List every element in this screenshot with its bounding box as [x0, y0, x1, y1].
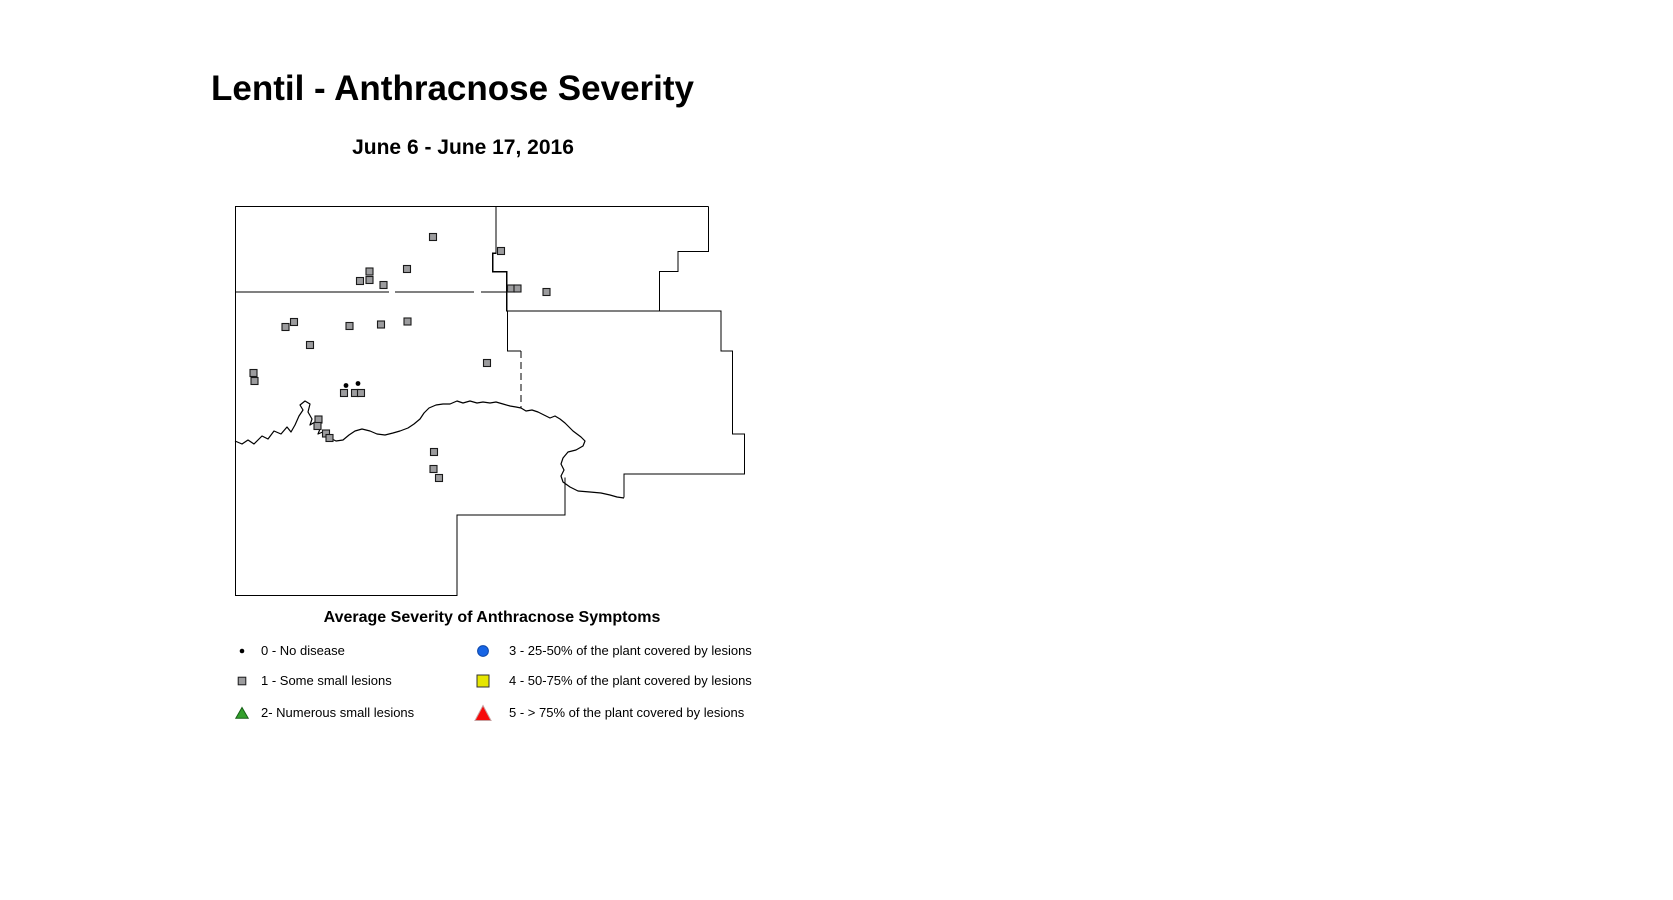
- map-point-severity-1: [366, 277, 373, 284]
- triangle-glyph: [475, 706, 491, 721]
- page-subtitle: June 6 - June 17, 2016: [352, 136, 574, 159]
- legend-item-severity-0: [232, 642, 345, 660]
- legend-item-severity-3: [473, 642, 752, 660]
- map-point-severity-1: [514, 285, 521, 292]
- legend-item-severity-2: [232, 704, 414, 722]
- map-point-severity-1: [357, 278, 364, 285]
- severity-0-dot-icon: [232, 642, 252, 660]
- legend-item-severity-1: [232, 672, 392, 690]
- severity-5-triangle-icon: [473, 704, 493, 722]
- map-river: [235, 401, 624, 498]
- map-point-severity-1: [291, 319, 298, 326]
- legend-item-label: 4 - 50-75% of the plant covered by lesions: [509, 673, 752, 688]
- map-point-severity-1: [430, 234, 437, 241]
- severity-1-square-icon: [232, 672, 252, 690]
- map-point-severity-1: [314, 423, 321, 430]
- map-point-severity-1: [430, 466, 437, 473]
- legend-item-severity-5: [473, 704, 744, 722]
- map-point-severity-1: [307, 342, 314, 349]
- page-title: Lentil - Anthracnose Severity: [211, 69, 694, 108]
- legend-item-severity-4: [473, 672, 752, 690]
- map-point-severity-1: [431, 449, 438, 456]
- map-point-severity-1: [436, 475, 443, 482]
- map-point-severity-1: [341, 390, 348, 397]
- dot-glyph: [240, 649, 245, 654]
- map-markers: [250, 234, 550, 482]
- circle-glyph: [478, 646, 489, 657]
- legend-title: Average Severity of Anthracnose Symptoms: [323, 609, 661, 626]
- severity-2-triangle-icon: [232, 704, 252, 722]
- map-point-severity-1: [378, 321, 385, 328]
- map-point-severity-1: [366, 268, 373, 275]
- map-point-severity-1: [404, 318, 411, 325]
- map-point-severity-0: [356, 381, 361, 386]
- legend-item-label: 1 - Some small lesions: [261, 673, 392, 688]
- map-point-severity-0: [344, 383, 349, 388]
- map-point-severity-1: [251, 378, 258, 385]
- map-point-severity-1: [250, 370, 257, 377]
- map-point-severity-1: [358, 390, 365, 397]
- severity-4-square-icon: [473, 672, 493, 690]
- legend-item-label: 2- Numerous small lesions: [261, 705, 415, 720]
- legend-item-label: 0 - No disease: [261, 643, 345, 658]
- map-point-severity-1: [326, 435, 333, 442]
- map-point-severity-1: [484, 360, 491, 367]
- map-point-severity-1: [346, 323, 353, 330]
- square-glyph: [477, 675, 489, 687]
- map-inner-border-vertical: [493, 207, 521, 352]
- square-glyph: [238, 677, 246, 685]
- map-district-borders: [236, 207, 745, 596]
- map-outer-border: [236, 207, 745, 596]
- map-point-severity-1: [498, 248, 505, 255]
- legend-item-label: 3 - 25-50% of the plant covered by lesions: [509, 643, 752, 658]
- map-point-severity-1: [380, 282, 387, 289]
- severity-3-circle-icon: [473, 642, 493, 660]
- map-point-severity-1: [543, 289, 550, 296]
- map-point-severity-1: [282, 324, 289, 331]
- triangle-glyph: [236, 708, 248, 719]
- legend-item-label: 5 - > 75% of the plant covered by lesions: [509, 705, 745, 720]
- map-point-severity-1: [404, 266, 411, 273]
